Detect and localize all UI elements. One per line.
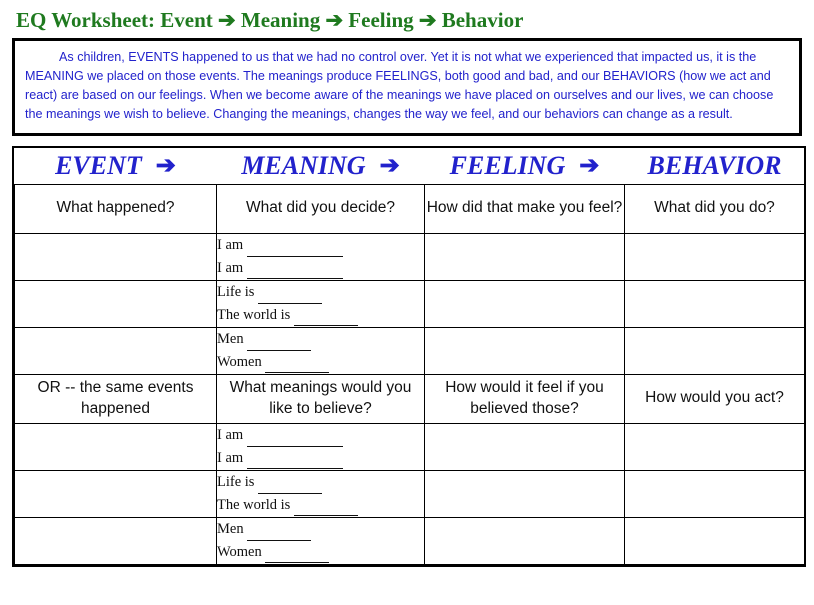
prompt-label: The world is — [217, 496, 291, 513]
question-row-top — [15, 184, 805, 233]
write-in-blank[interactable] — [247, 264, 343, 279]
header-cell-event — [15, 148, 217, 185]
prompt-cell-i-am[interactable] — [217, 423, 425, 470]
prompt-cell-i-am[interactable] — [217, 233, 425, 280]
header-label-event: EVENT — [55, 150, 142, 180]
arrow-icon: ➔ — [579, 153, 600, 180]
table-row — [15, 470, 805, 517]
answer-cell-feeling[interactable] — [425, 470, 625, 517]
answer-cell-event[interactable] — [15, 280, 217, 327]
answer-cell-feeling[interactable] — [425, 423, 625, 470]
prompt-label: I am — [217, 449, 244, 466]
question-row-bottom — [15, 374, 805, 423]
write-in-blank[interactable] — [258, 479, 322, 494]
question-what-did-you-do: What did you do? — [625, 184, 805, 233]
page-title: EQ Worksheet: Event ➔ Meaning ➔ Feeling ➔ Behavior — [16, 8, 524, 32]
answer-cell-feeling[interactable] — [425, 233, 625, 280]
answer-cell-feeling[interactable] — [425, 280, 625, 327]
header-cell-behavior — [625, 148, 805, 185]
table-row — [15, 517, 805, 564]
answer-cell-event[interactable] — [15, 423, 217, 470]
write-in-blank[interactable] — [265, 548, 329, 563]
eq-table-wrapper — [12, 146, 806, 567]
prompt-label: Men — [217, 521, 244, 538]
prompt-label: Men — [217, 331, 244, 348]
prompt-label: I am — [217, 259, 244, 276]
table-header-row — [15, 148, 805, 185]
prompt-cell-men-women[interactable] — [217, 517, 425, 564]
intro-box — [12, 38, 802, 136]
question-how-would-you-act: How would you act? — [625, 374, 805, 423]
write-in-blank[interactable] — [247, 336, 311, 351]
write-in-blank[interactable] — [247, 526, 311, 541]
write-in-blank[interactable] — [294, 501, 358, 516]
table-row — [15, 423, 805, 470]
write-in-blank[interactable] — [247, 454, 343, 469]
answer-cell-event[interactable] — [15, 517, 217, 564]
prompt-cell-life-is[interactable] — [217, 280, 425, 327]
question-what-meanings-believe: What meanings would you like to believe? — [217, 374, 425, 423]
answer-cell-behavior[interactable] — [625, 280, 805, 327]
answer-cell-behavior[interactable] — [625, 423, 805, 470]
question-how-would-it-feel: How would it feel if you believed those? — [425, 374, 625, 423]
header-label-meaning: MEANING — [241, 150, 366, 180]
answer-cell-behavior[interactable] — [625, 233, 805, 280]
header-cell-feeling — [425, 148, 625, 185]
header-label-feeling: FEELING — [449, 150, 566, 180]
write-in-blank[interactable] — [294, 311, 358, 326]
prompt-label: The world is — [217, 306, 291, 323]
eq-table — [14, 148, 805, 565]
answer-cell-event[interactable] — [15, 233, 217, 280]
intro-paragraph: As children, EVENTS happened to us that we had no control over. Yet it is not what we experienced that impacted us, it is the MEANING we placed on those events. The meanings produce FEELINGS, both good and bad, and our BEHAVIORS (how we act and react) are based on our feelings. When we become aware of the meanings we have placed on ourselves and our lives, we can choose the meanings we wish to believe. Changing the meanings, changes the way we feel, and our behaviors can change as a result. — [25, 50, 774, 122]
question-how-did-that-make-you-feel: How did that make you feel? — [425, 184, 625, 233]
question-what-did-you-decide: What did you decide? — [217, 184, 425, 233]
prompt-cell-men-women[interactable] — [217, 327, 425, 374]
arrow-icon: ➔ — [379, 153, 400, 180]
prompt-label: I am — [217, 237, 244, 254]
prompt-label: I am — [217, 427, 244, 444]
header-cell-meaning — [217, 148, 425, 185]
answer-cell-behavior[interactable] — [625, 327, 805, 374]
table-row — [15, 327, 805, 374]
prompt-label: Life is — [217, 284, 255, 301]
prompt-cell-life-is[interactable] — [217, 470, 425, 517]
answer-cell-behavior[interactable] — [625, 517, 805, 564]
header-label-behavior: BEHAVIOR — [647, 150, 782, 180]
prompt-label: Women — [217, 353, 262, 370]
table-row — [15, 233, 805, 280]
answer-cell-feeling[interactable] — [425, 327, 625, 374]
answer-cell-feeling[interactable] — [425, 517, 625, 564]
arrow-icon: ➔ — [155, 153, 176, 180]
answer-cell-event[interactable] — [15, 470, 217, 517]
answer-cell-behavior[interactable] — [625, 470, 805, 517]
prompt-label: Life is — [217, 474, 255, 491]
write-in-blank[interactable] — [247, 432, 343, 447]
answer-cell-event[interactable] — [15, 327, 217, 374]
write-in-blank[interactable] — [258, 289, 322, 304]
write-in-blank[interactable] — [265, 358, 329, 373]
table-row — [15, 280, 805, 327]
question-what-happened: What happened? — [15, 184, 217, 233]
question-or-same-events: OR -- the same events happened — [15, 374, 217, 423]
write-in-blank[interactable] — [247, 242, 343, 257]
prompt-label: Women — [217, 543, 262, 560]
